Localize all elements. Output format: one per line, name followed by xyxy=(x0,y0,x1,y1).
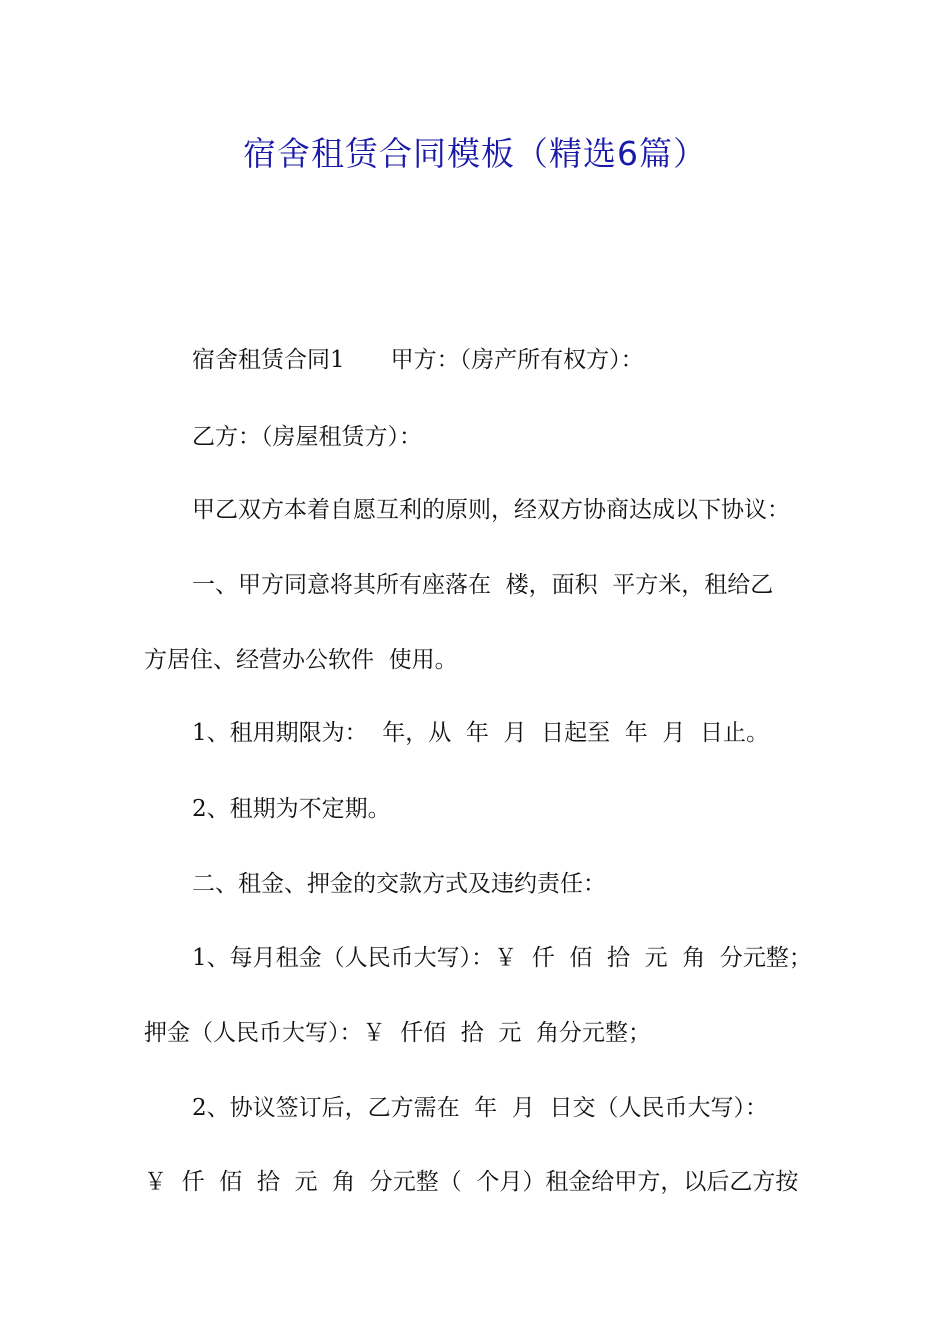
party-b-line: 乙方：（房屋租赁方）： xyxy=(192,424,422,450)
payment-terms-continuation-line: ￥ 仟 佰 拾 元 角 分元整（ 个月）租金给甲方，以后乙方按 xyxy=(144,1169,799,1195)
payment-terms-line: 2、协议签订后，乙方需在 年 月 日交（人民币大写）： xyxy=(192,1095,768,1121)
indefinite-term-line: 2、租期为不定期。 xyxy=(192,796,391,822)
monthly-rent-line: 1、每月租金（人民币大写）：￥ 仟 佰 拾 元 角 分元整； xyxy=(192,945,812,971)
clause-1-line: 一、甲方同意将其所有座落在 楼，面积 平方米，租给乙 xyxy=(192,572,774,598)
deposit-line: 押金（人民币大写）：￥ 仟佰 拾 元 角分元整； xyxy=(144,1020,651,1046)
clause-2-heading-line: 二、租金、押金的交款方式及违约责任： xyxy=(192,871,606,897)
document-title: 宿舍租赁合同模板（精选6篇） xyxy=(243,134,707,173)
contract-heading-line: 宿舍租赁合同1 甲方：（房产所有权方）： xyxy=(192,347,644,373)
agreement-intro-line: 甲乙双方本着自愿互利的原则，经双方协商达成以下协议： xyxy=(192,497,790,523)
lease-term-line: 1、租用期限为： 年，从 年 月 日起至 年 月 日止。 xyxy=(192,720,769,746)
clause-1-continuation-line: 方居住、经营办公软件 使用。 xyxy=(144,647,458,673)
